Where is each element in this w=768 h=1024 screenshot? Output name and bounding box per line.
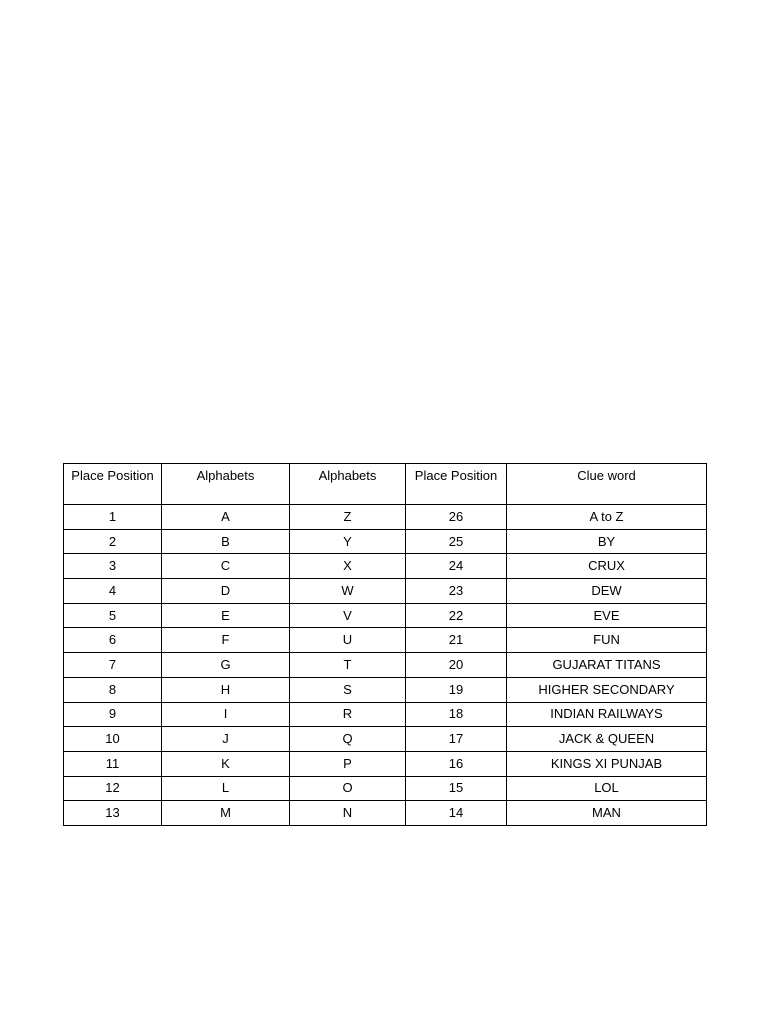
cell-alphabet: B	[162, 529, 290, 554]
table-row	[64, 653, 707, 678]
cell-place-position: 3	[64, 554, 162, 579]
table-row	[64, 776, 707, 801]
cell-alphabet: I	[162, 702, 290, 727]
table-row	[64, 702, 707, 727]
cell-clue-word: EVE	[507, 603, 707, 628]
cell-place-position: 10	[64, 727, 162, 752]
table-row	[64, 529, 707, 554]
cell-place-position: 9	[64, 702, 162, 727]
cell-place-position: 4	[64, 579, 162, 604]
cell-reverse-alphabet: Q	[290, 727, 406, 752]
cell-place-position: 12	[64, 776, 162, 801]
cell-alphabet: M	[162, 801, 290, 826]
table-row	[64, 628, 707, 653]
table-header-row	[64, 464, 707, 505]
header-place-position-left: Place Position	[64, 464, 162, 505]
cell-reverse-position: 16	[406, 751, 507, 776]
table-row	[64, 801, 707, 826]
cell-reverse-alphabet: P	[290, 751, 406, 776]
cell-reverse-alphabet: N	[290, 801, 406, 826]
table-row	[64, 554, 707, 579]
cell-reverse-position: 25	[406, 529, 507, 554]
cell-clue-word: GUJARAT TITANS	[507, 653, 707, 678]
cell-place-position: 11	[64, 751, 162, 776]
cell-clue-word: BY	[507, 529, 707, 554]
cell-alphabet: A	[162, 505, 290, 530]
cell-place-position: 8	[64, 677, 162, 702]
cell-place-position: 5	[64, 603, 162, 628]
table-row	[64, 579, 707, 604]
cell-reverse-position: 21	[406, 628, 507, 653]
cell-reverse-alphabet: Y	[290, 529, 406, 554]
cell-clue-word: DEW	[507, 579, 707, 604]
cell-reverse-position: 18	[406, 702, 507, 727]
cell-reverse-alphabet: R	[290, 702, 406, 727]
cell-reverse-alphabet: Z	[290, 505, 406, 530]
cell-reverse-position: 20	[406, 653, 507, 678]
cell-alphabet: F	[162, 628, 290, 653]
cell-clue-word: KINGS XI PUNJAB	[507, 751, 707, 776]
header-clue-word: Clue word	[507, 464, 707, 505]
cell-reverse-position: 14	[406, 801, 507, 826]
cell-reverse-alphabet: U	[290, 628, 406, 653]
table-row	[64, 603, 707, 628]
cell-alphabet: J	[162, 727, 290, 752]
table-row	[64, 727, 707, 752]
cell-alphabet: E	[162, 603, 290, 628]
table-row	[64, 505, 707, 530]
cell-reverse-position: 15	[406, 776, 507, 801]
cell-reverse-alphabet: X	[290, 554, 406, 579]
cell-reverse-alphabet: S	[290, 677, 406, 702]
cell-alphabet: C	[162, 554, 290, 579]
cell-reverse-position: 23	[406, 579, 507, 604]
header-alphabets-right: Alphabets	[290, 464, 406, 505]
cell-reverse-alphabet: O	[290, 776, 406, 801]
cell-reverse-alphabet: V	[290, 603, 406, 628]
cell-alphabet: L	[162, 776, 290, 801]
cell-alphabet: D	[162, 579, 290, 604]
cell-clue-word: MAN	[507, 801, 707, 826]
cell-clue-word: JACK & QUEEN	[507, 727, 707, 752]
cell-reverse-position: 17	[406, 727, 507, 752]
cell-place-position: 7	[64, 653, 162, 678]
cell-clue-word: HIGHER SECONDARY	[507, 677, 707, 702]
cell-place-position: 2	[64, 529, 162, 554]
header-alphabets-left: Alphabets	[162, 464, 290, 505]
cell-place-position: 1	[64, 505, 162, 530]
cell-clue-word: LOL	[507, 776, 707, 801]
cell-place-position: 13	[64, 801, 162, 826]
cell-reverse-position: 26	[406, 505, 507, 530]
cell-reverse-alphabet: T	[290, 653, 406, 678]
cell-alphabet: K	[162, 751, 290, 776]
cell-place-position: 6	[64, 628, 162, 653]
cell-clue-word: CRUX	[507, 554, 707, 579]
cell-clue-word: INDIAN RAILWAYS	[507, 702, 707, 727]
alphabet-position-table	[63, 463, 707, 826]
header-place-position-right: Place Position	[406, 464, 507, 505]
cell-clue-word: FUN	[507, 628, 707, 653]
table-body	[64, 505, 707, 826]
cell-alphabet: H	[162, 677, 290, 702]
cell-reverse-alphabet: W	[290, 579, 406, 604]
cell-reverse-position: 24	[406, 554, 507, 579]
table-row	[64, 677, 707, 702]
cell-reverse-position: 22	[406, 603, 507, 628]
cell-reverse-position: 19	[406, 677, 507, 702]
cell-clue-word: A to Z	[507, 505, 707, 530]
cell-alphabet: G	[162, 653, 290, 678]
table-row	[64, 751, 707, 776]
